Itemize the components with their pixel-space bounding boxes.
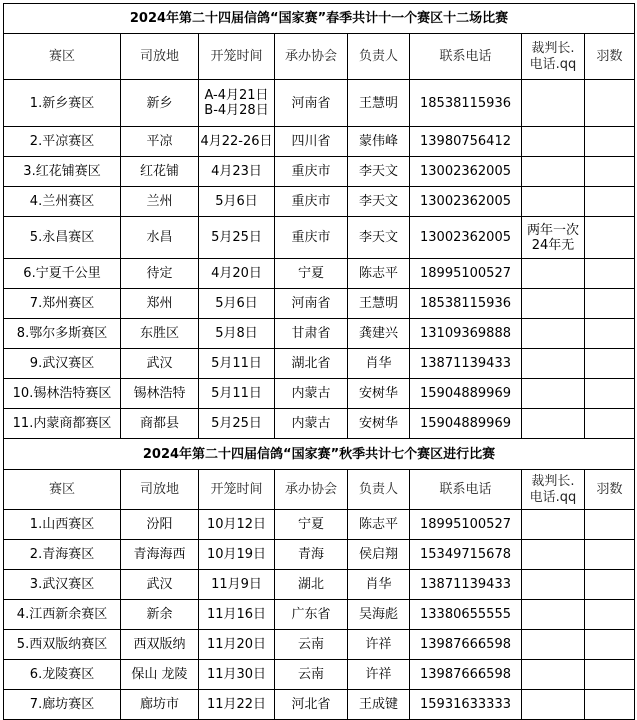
assoc-cell: 广东省 <box>275 600 348 630</box>
person-cell: 吴海彪 <box>348 600 410 630</box>
header-time: 开笼时间 <box>199 470 275 510</box>
phone-cell: 13109369888 <box>410 319 522 349</box>
assoc-cell: 重庆市 <box>275 217 348 259</box>
autumn-section-title: 2024年第二十四届信鸽“国家赛”秋季共计七个赛区进行比赛 <box>4 439 635 470</box>
table-row <box>4 289 635 319</box>
judge-cell <box>522 259 585 289</box>
region-cell: 6.龙陵赛区 <box>4 660 121 690</box>
region-cell: 5.西双版纳赛区 <box>4 630 121 660</box>
assoc-cell: 重庆市 <box>275 187 348 217</box>
header-release: 司放地 <box>121 34 199 80</box>
phone-cell: 18995100527 <box>410 510 522 540</box>
phone-cell: 13871139433 <box>410 349 522 379</box>
person-cell: 蒙伟峰 <box>348 127 410 157</box>
header-region: 赛区 <box>4 34 121 80</box>
time-cell: 5月6日 <box>199 289 275 319</box>
judge-cell <box>522 319 585 349</box>
region-cell: 11.内蒙商都赛区 <box>4 409 121 439</box>
assoc-cell: 宁夏 <box>275 259 348 289</box>
table-row <box>4 127 635 157</box>
region-cell: 2.平凉赛区 <box>4 127 121 157</box>
table-row <box>4 600 635 630</box>
release-cell: 保山 龙陵 <box>121 660 199 690</box>
phone-cell: 18538115936 <box>410 289 522 319</box>
header-judge: 裁判长.电话.qq <box>522 34 585 80</box>
judge-cell <box>522 690 585 720</box>
assoc-cell: 湖北 <box>275 570 348 600</box>
person-cell: 李天文 <box>348 187 410 217</box>
region-cell: 8.鄂尔多斯赛区 <box>4 319 121 349</box>
table-row <box>4 630 635 660</box>
region-cell: 10.锡林浩特赛区 <box>4 379 121 409</box>
table-row <box>4 510 635 540</box>
count-cell <box>585 217 635 259</box>
table-row <box>4 660 635 690</box>
region-cell: 5.永昌赛区 <box>4 217 121 259</box>
phone-cell: 13871139433 <box>410 570 522 600</box>
release-cell: 武汉 <box>121 349 199 379</box>
region-cell: 4.江西新余赛区 <box>4 600 121 630</box>
time-cell: 4月20日 <box>199 259 275 289</box>
count-cell <box>585 630 635 660</box>
assoc-cell: 重庆市 <box>275 157 348 187</box>
header-count: 羽数 <box>585 34 635 80</box>
time-cell: 5月11日 <box>199 349 275 379</box>
phone-cell: 18538115936 <box>410 80 522 127</box>
phone-cell: 13987666598 <box>410 660 522 690</box>
assoc-cell: 四川省 <box>275 127 348 157</box>
spring-header-row <box>4 34 635 80</box>
phone-cell: 15904889969 <box>410 409 522 439</box>
count-cell <box>585 660 635 690</box>
region-cell: 9.武汉赛区 <box>4 349 121 379</box>
assoc-cell: 云南 <box>275 660 348 690</box>
region-cell: 3.红花铺赛区 <box>4 157 121 187</box>
table-row <box>4 409 635 439</box>
release-cell: 兰州 <box>121 187 199 217</box>
count-cell <box>585 289 635 319</box>
person-cell: 李天文 <box>348 157 410 187</box>
judge-cell <box>522 157 585 187</box>
table-row <box>4 379 635 409</box>
region-cell: 1.新乡赛区 <box>4 80 121 127</box>
count-cell <box>585 319 635 349</box>
judge-cell <box>522 289 585 319</box>
region-cell: 7.廊坊赛区 <box>4 690 121 720</box>
assoc-cell: 湖北省 <box>275 349 348 379</box>
table-row <box>4 570 635 600</box>
phone-cell: 13380655555 <box>410 600 522 630</box>
person-cell: 肖华 <box>348 349 410 379</box>
judge-cell <box>522 570 585 600</box>
header-judge: 裁判长.电话.qq <box>522 470 585 510</box>
region-cell: 7.郑州赛区 <box>4 289 121 319</box>
assoc-cell: 青海 <box>275 540 348 570</box>
count-cell <box>585 510 635 540</box>
region-cell: 3.武汉赛区 <box>4 570 121 600</box>
person-cell: 王成键 <box>348 690 410 720</box>
assoc-cell: 甘肃省 <box>275 319 348 349</box>
person-cell: 王慧明 <box>348 289 410 319</box>
table-row <box>4 217 635 259</box>
table-row <box>4 319 635 349</box>
race-schedule-table <box>3 3 635 720</box>
header-count: 羽数 <box>585 470 635 510</box>
phone-cell: 13002362005 <box>410 187 522 217</box>
time-cell: 5月8日 <box>199 319 275 349</box>
person-cell: 许祥 <box>348 660 410 690</box>
time-cell: 11月30日 <box>199 660 275 690</box>
person-cell: 肖华 <box>348 570 410 600</box>
phone-cell: 15931633333 <box>410 690 522 720</box>
release-cell: 武汉 <box>121 570 199 600</box>
header-time: 开笼时间 <box>199 34 275 80</box>
release-cell: 锡林浩特 <box>121 379 199 409</box>
spring-title-row <box>4 4 635 34</box>
time-cell: 11月22日 <box>199 690 275 720</box>
time-cell: 11月20日 <box>199 630 275 660</box>
time-cell: 10月19日 <box>199 540 275 570</box>
person-cell: 陈志平 <box>348 259 410 289</box>
person-cell: 龚建兴 <box>348 319 410 349</box>
count-cell <box>585 690 635 720</box>
release-cell: 廊坊市 <box>121 690 199 720</box>
time-cell: 11月16日 <box>199 600 275 630</box>
release-cell: 商都县 <box>121 409 199 439</box>
phone-cell: 13002362005 <box>410 217 522 259</box>
person-cell: 侯启翔 <box>348 540 410 570</box>
assoc-cell: 河南省 <box>275 289 348 319</box>
judge-cell <box>522 187 585 217</box>
count-cell <box>585 187 635 217</box>
count-cell <box>585 570 635 600</box>
autumn-title-row <box>4 439 635 470</box>
assoc-cell: 内蒙古 <box>275 409 348 439</box>
count-cell <box>585 127 635 157</box>
release-cell: 西双版纳 <box>121 630 199 660</box>
time-cell: 5月11日 <box>199 379 275 409</box>
header-person: 负责人 <box>348 34 410 80</box>
person-cell: 安树华 <box>348 379 410 409</box>
count-cell <box>585 157 635 187</box>
count-cell <box>585 80 635 127</box>
count-cell <box>585 409 635 439</box>
header-release: 司放地 <box>121 470 199 510</box>
release-cell: 汾阳 <box>121 510 199 540</box>
count-cell <box>585 349 635 379</box>
count-cell <box>585 600 635 630</box>
release-cell: 平凉 <box>121 127 199 157</box>
release-cell: 水昌 <box>121 217 199 259</box>
time-cell: 5月25日 <box>199 409 275 439</box>
judge-cell <box>522 409 585 439</box>
time-cell: 5月6日 <box>199 187 275 217</box>
phone-cell: 15904889969 <box>410 379 522 409</box>
count-cell <box>585 259 635 289</box>
release-cell: 红花铺 <box>121 157 199 187</box>
release-cell: 新乡 <box>121 80 199 127</box>
judge-cell <box>522 600 585 630</box>
table-body <box>4 4 635 720</box>
judge-cell <box>522 349 585 379</box>
judge-cell <box>522 660 585 690</box>
assoc-cell: 内蒙古 <box>275 379 348 409</box>
person-cell: 许祥 <box>348 630 410 660</box>
phone-cell: 13002362005 <box>410 157 522 187</box>
header-region: 赛区 <box>4 470 121 510</box>
header-assoc: 承办协会 <box>275 34 348 80</box>
time-cell: 4月23日 <box>199 157 275 187</box>
judge-cell <box>522 379 585 409</box>
autumn-header-row <box>4 470 635 510</box>
release-cell: 青海海西 <box>121 540 199 570</box>
table-row <box>4 259 635 289</box>
judge-cell: 两年一次 24年无 <box>522 217 585 259</box>
release-cell: 新余 <box>121 600 199 630</box>
assoc-cell: 河北省 <box>275 690 348 720</box>
time-cell: 5月25日 <box>199 217 275 259</box>
region-cell: 1.山西赛区 <box>4 510 121 540</box>
release-cell: 待定 <box>121 259 199 289</box>
person-cell: 安树华 <box>348 409 410 439</box>
release-cell: 东胜区 <box>121 319 199 349</box>
table-row <box>4 540 635 570</box>
count-cell <box>585 379 635 409</box>
region-cell: 2.青海赛区 <box>4 540 121 570</box>
region-cell: 6.宁夏千公里 <box>4 259 121 289</box>
table-row <box>4 80 635 127</box>
phone-cell: 18995100527 <box>410 259 522 289</box>
assoc-cell: 宁夏 <box>275 510 348 540</box>
table-row <box>4 157 635 187</box>
person-cell: 陈志平 <box>348 510 410 540</box>
judge-cell <box>522 540 585 570</box>
judge-cell <box>522 630 585 660</box>
table-row <box>4 690 635 720</box>
time-cell: 4月22-26日 <box>199 127 275 157</box>
table-row <box>4 187 635 217</box>
person-cell: 李天文 <box>348 217 410 259</box>
region-cell: 4.兰州赛区 <box>4 187 121 217</box>
time-cell: 11月9日 <box>199 570 275 600</box>
time-cell: 10月12日 <box>199 510 275 540</box>
header-person: 负责人 <box>348 470 410 510</box>
header-phone: 联系电话 <box>410 470 522 510</box>
judge-cell <box>522 127 585 157</box>
release-cell: 郑州 <box>121 289 199 319</box>
table-row <box>4 349 635 379</box>
person-cell: 王慧明 <box>348 80 410 127</box>
header-assoc: 承办协会 <box>275 470 348 510</box>
phone-cell: 15349715678 <box>410 540 522 570</box>
assoc-cell: 河南省 <box>275 80 348 127</box>
assoc-cell: 云南 <box>275 630 348 660</box>
phone-cell: 13987666598 <box>410 630 522 660</box>
spring-section-title: 2024年第二十四届信鸽“国家赛”春季共计十一个赛区十二场比赛 <box>4 4 635 34</box>
judge-cell <box>522 80 585 127</box>
count-cell <box>585 540 635 570</box>
header-phone: 联系电话 <box>410 34 522 80</box>
judge-cell <box>522 510 585 540</box>
time-cell: A-4月21日 B-4月28日 <box>199 80 275 127</box>
phone-cell: 13980756412 <box>410 127 522 157</box>
